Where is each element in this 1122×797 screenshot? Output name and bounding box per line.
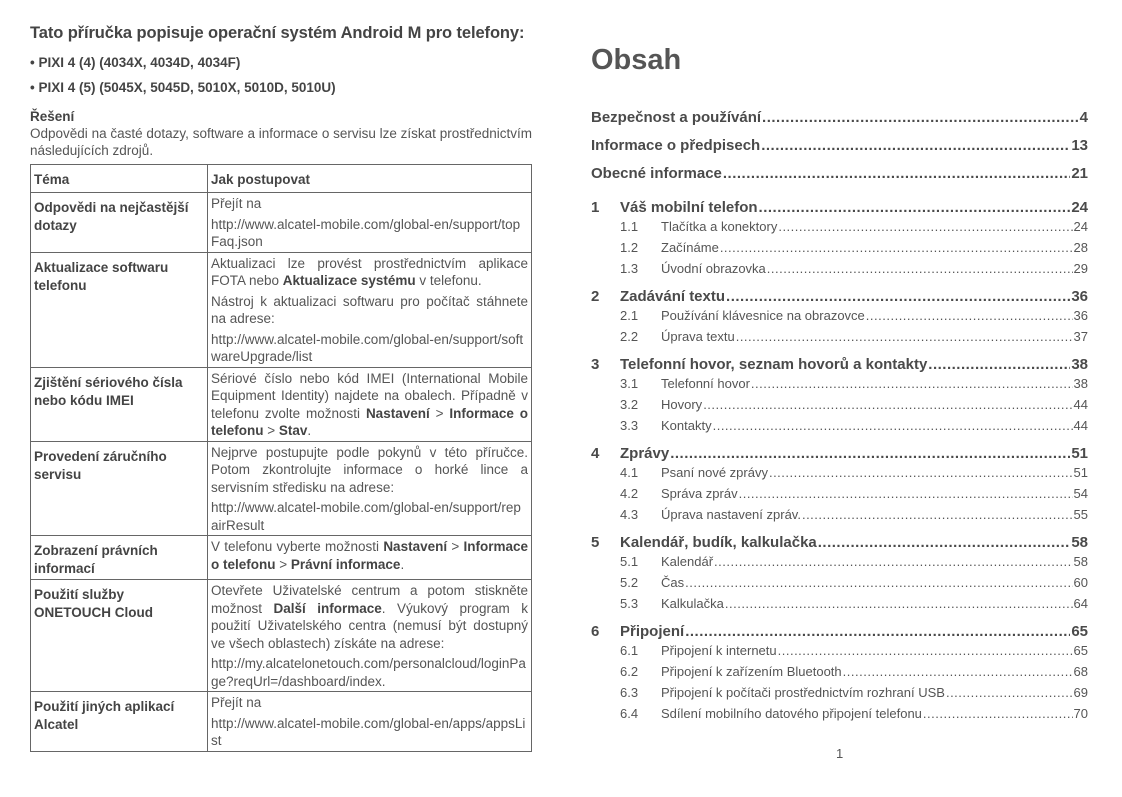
model-line-pixi4-5: • PIXI 4 (5) (5045X, 5045D, 5010X, 5010D, 5010U) [30,80,336,95]
dot-leader [703,397,1072,412]
toc-subsection[interactable] [591,397,1088,418]
toc-label: Hovory [661,397,703,412]
toc-page-number: 58 [1073,554,1088,569]
dot-leader [778,643,1073,658]
dot-leader [928,356,1070,373]
dot-leader [726,288,1070,305]
toc-page-number: 68 [1073,664,1088,679]
toc-page-number: 44 [1073,418,1088,433]
toc-subsection[interactable] [591,664,1088,685]
row-topic: Zjištění sériového čísla nebo kódu IMEI [31,367,208,441]
toc-number: 3 [591,356,600,373]
row-text: Nástroj k aktualizaci softwaru pro počítač stáhnete na adrese: [211,293,528,326]
table-header-row [31,165,532,193]
left-page [30,24,532,752]
toc-label: Začínáme [661,240,719,255]
toc-label: Správa zpráv [661,486,738,501]
dot-leader [818,534,1071,551]
row-how [208,441,532,536]
row-text: Nejprve postupujte podle pokynů v této příručce. Potom zkontrolujte informace o horké lince a servisním středisku na adrese: [211,444,528,495]
toc-chapter[interactable] [591,534,1088,554]
toc-page-number: 60 [1073,575,1088,590]
bold-term: Nastavení [383,539,448,554]
toc-entry[interactable] [591,137,1088,165]
toc-list [591,109,1088,727]
dot-leader [723,165,1070,182]
toc-subsection[interactable] [591,219,1088,240]
bold-term: Právní informace [290,556,401,572]
toc-label: Telefonní hovor, seznam hovorů a kontakty [620,356,928,373]
text: . [400,556,405,572]
toc-page-number: 44 [1073,397,1088,412]
dot-leader [767,261,1073,276]
dot-leader [751,376,1073,391]
toc-label: Váš mobilní telefon [620,199,758,216]
toc-number: 4 [591,445,600,462]
toc-subsection[interactable] [591,685,1088,706]
toc-number: 6.4 [620,706,639,721]
toc-label: Připojení k počítači prostřednictvím rozhraní USB [661,685,945,700]
solution-text: Odpovědi na časté dotazy, software a informace o servisu lze získat prostřednictvím následujících zdrojů. [30,126,532,158]
intro-title: Tato příručka popisuje operační systém Android M pro telefony: [30,24,525,42]
toc-subsection[interactable] [591,643,1088,664]
row-text [211,538,528,573]
toc-label: Psaní nové zprávy [661,465,768,480]
toc-number: 3.1 [620,376,639,391]
dot-leader [802,507,1073,522]
toc-number: 1.3 [620,261,639,276]
toc-subsection[interactable] [591,329,1088,350]
toc-page-number: 38 [1073,376,1088,391]
toc-page-number: 58 [1071,534,1088,551]
row-how [208,536,532,580]
row-topic: Zobrazení právních informací [31,536,208,580]
dot-leader [725,596,1073,611]
bold-term: Informace o telefonu [211,405,528,438]
toc-label: Kalkulačka [661,596,724,611]
row-how [208,692,532,752]
toc-subsection[interactable] [591,706,1088,727]
toc-subsection[interactable] [591,486,1088,507]
toc-number: 6 [591,623,600,640]
toc-number: 1.1 [620,219,639,234]
apps-link[interactable]: http://www.alcatel-mobile.com/global-en/apps/appsList [211,715,526,748]
toc-page-number: 38 [1071,356,1088,373]
toc-number: 2.2 [620,329,639,344]
toc-number: 4.1 [620,465,639,480]
toc-label: Obecné informace [591,165,722,182]
dot-leader [762,109,1079,126]
dot-leader [685,623,1070,640]
solution-heading: Řešení [30,109,75,124]
dot-leader [670,445,1070,462]
toc-subsection[interactable] [591,240,1088,261]
dot-leader [946,685,1073,700]
row-text [211,370,528,440]
toc-chapter[interactable] [591,445,1088,465]
toc-subsection[interactable] [591,308,1088,329]
text: > [263,423,279,438]
row-how [208,580,532,692]
toc-chapter[interactable] [591,623,1088,643]
toc-page-number: 24 [1071,199,1088,216]
text: Otevřete Uživatelské centrum a potom stiskněte možnost [211,583,528,616]
row-text: Přejít na [211,695,262,710]
toc-number: 3.3 [620,418,639,433]
row-topic: Aktualizace softwaru telefonu [31,252,208,367]
dot-leader [739,486,1073,501]
toc-number: 5 [591,534,600,551]
toc-subsection[interactable] [591,465,1088,486]
toc-page-number: 36 [1073,308,1088,323]
toc-subsection[interactable] [591,261,1088,282]
text: V telefonu vyberte možnosti [211,539,384,554]
toc-label: Telefonní hovor [661,376,750,391]
toc-number: 3.2 [620,397,639,412]
toc-number: 2.1 [620,308,639,323]
software-upgrade-link[interactable]: http://www.alcatel-mobile.com/global-en/support/softwareUpgrade/list [211,331,524,364]
toc-number: 5.1 [620,554,639,569]
table-row [31,193,532,253]
toc-page-number: 69 [1073,685,1088,700]
dot-leader [843,664,1073,679]
toc-number: 6.2 [620,664,639,679]
toc-label: Kontakty [661,418,712,433]
toc-label: Používání klávesnice na obrazovce [661,308,865,323]
table-row [31,692,532,752]
bold-term: Aktualizace systému [282,273,416,288]
toc-page-number: 37 [1073,329,1088,344]
toc-label: Bezpečnost a používání [591,109,762,126]
row-how [208,193,532,253]
dot-leader [769,465,1073,480]
faq-link[interactable]: http://www.alcatel-mobile.com/global-en/support/topFaq.json [211,216,521,249]
toc-page-number: 29 [1073,261,1088,276]
toc-entry[interactable] [591,165,1088,193]
toc-page-number: 65 [1071,623,1088,640]
toc-label: Připojení k internetu [661,643,777,658]
toc-page-number: 51 [1073,465,1088,480]
toc-number: 5.2 [620,575,639,590]
row-topic: Provedení záručního servisu [31,441,208,536]
bold-term: Informace o telefonu [211,539,529,572]
text: Sériové číslo nebo kód IMEI (International Mobile Equipment Identity) najdete na obalech. Případně v telefonu zvolte možnosti [211,370,528,421]
toc-page-number: 51 [1071,445,1088,462]
toc-subsection[interactable] [591,376,1088,397]
dot-leader [761,137,1070,154]
personal-cloud-link[interactable]: http://my.alcatelonetouch.com/personalcloud/loginPage?reqUrl=/dashboard/index. [211,656,526,689]
column-header-topic: Téma [31,165,208,193]
toc-number: 6.3 [620,685,639,700]
table-row [31,580,532,692]
bold-term: Stav [278,423,308,438]
toc-number: 1 [591,199,600,216]
row-topic: Odpovědi na nejčastější dotazy [31,193,208,253]
toc-page-number: 70 [1073,706,1088,721]
toc-subsection[interactable] [591,554,1088,575]
text: Aktualizaci lze provést prostřednictvím aplikace FOTA nebo [211,255,528,288]
text: v telefonu. [415,273,482,288]
text: . [307,423,312,438]
repair-link[interactable]: http://www.alcatel-mobile.com/global-en/support/repairResult [211,500,521,533]
toc-chapter[interactable] [591,199,1088,219]
toc-page-number: 4 [1079,109,1088,126]
help-table [30,164,532,752]
toc-entry[interactable] [591,109,1088,137]
toc-label: Čas [661,575,685,590]
toc-label: Zadávání textu [620,288,726,305]
dot-leader [713,418,1073,433]
text: > [275,556,291,572]
dot-leader [714,554,1072,569]
toc-label: Zprávy [620,445,670,462]
toc-label: Informace o předpisech [591,137,761,154]
text: . Výukový program k použití Uživatelského centra (nemusí být dostupný ve všech oblastech) získáte na adrese: [211,600,528,651]
dot-leader [759,199,1071,216]
toc-number: 1.2 [620,240,639,255]
dot-leader [778,219,1072,234]
column-header-how: Jak postupovat [208,165,532,193]
toc-page-number: 24 [1073,219,1088,234]
dot-leader [866,308,1073,323]
toc-page-number: 55 [1073,507,1088,522]
toc-label: Tlačítka a konektory [661,219,778,234]
table-row [31,252,532,367]
toc-number: 4.2 [620,486,639,501]
dot-leader [720,240,1073,255]
toc-page-number: 36 [1071,288,1088,305]
toc-page-number: 54 [1073,486,1088,501]
toc-number: 4.3 [620,507,639,522]
toc-page-number: 13 [1071,137,1088,154]
text: > [447,539,464,554]
toc-label: Připojení k zařízením Bluetooth [661,664,842,679]
toc-label: Úprava nastavení zpráv. [661,507,801,522]
table-of-contents [591,44,1088,727]
toc-page-number: 64 [1073,596,1088,611]
table-row [31,367,532,441]
bold-term: Nastavení [365,405,430,421]
dot-leader [923,706,1073,721]
row-topic: Použití jiných aplikací Alcatel [31,692,208,752]
toc-title: Obsah [591,44,682,76]
toc-chapter[interactable] [591,288,1088,308]
toc-page-number: 28 [1073,240,1088,255]
toc-number: 5.3 [620,596,639,611]
bold-term: Další informace [273,600,382,616]
row-how [208,367,532,441]
row-topic: Použití služby ONETOUCH Cloud [31,580,208,692]
toc-label: Úvodní obrazovka [661,261,766,276]
toc-label: Kalendář [661,554,714,569]
page-number: 1 [836,746,844,761]
dot-leader [685,575,1072,590]
toc-subsection[interactable] [591,596,1088,617]
row-text [211,582,528,652]
model-line-pixi4-4: • PIXI 4 (4) (4034X, 4034D, 4034F) [30,55,241,70]
text: > [429,405,450,421]
toc-label: Připojení [620,623,685,640]
row-text: Přejít na [211,196,262,211]
toc-subsection[interactable] [591,507,1088,528]
toc-chapter[interactable] [591,356,1088,376]
row-text [211,255,528,290]
table-row [31,441,532,536]
toc-page-number: 65 [1073,643,1088,658]
toc-number: 6.1 [620,643,639,658]
toc-label: Úprava textu [661,329,735,344]
table-row [31,536,532,580]
toc-label: Sdílení mobilního datového připojení telefonu [661,706,922,721]
toc-subsection[interactable] [591,418,1088,439]
row-how [208,252,532,367]
toc-number: 2 [591,288,600,305]
toc-page-number: 21 [1071,165,1088,182]
toc-subsection[interactable] [591,575,1088,596]
toc-label: Kalendář, budík, kalkulačka [620,534,817,551]
dot-leader [736,329,1073,344]
